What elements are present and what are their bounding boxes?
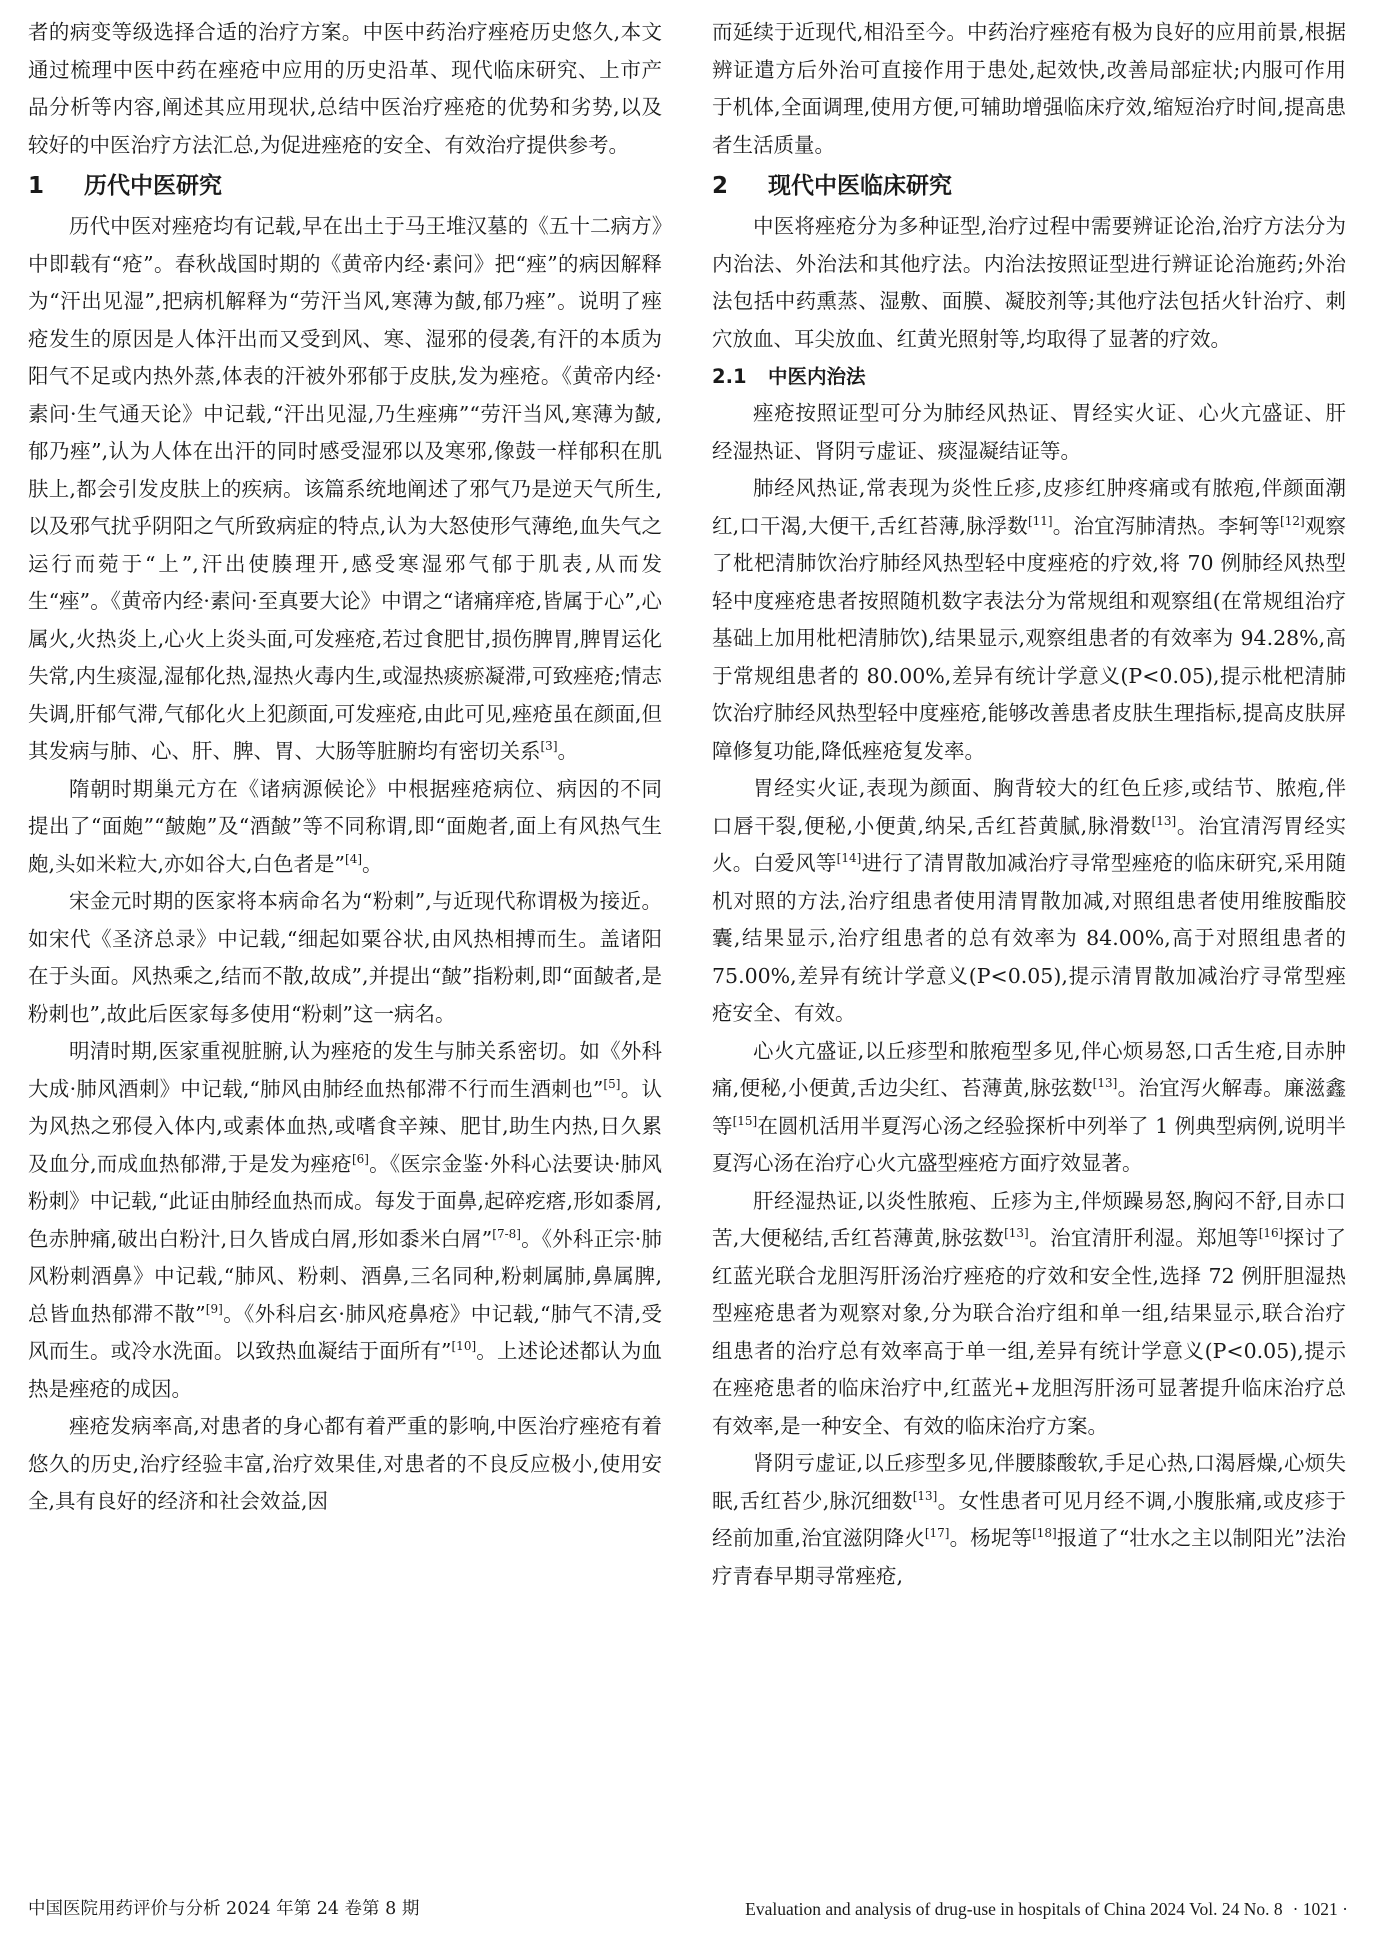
right-column <box>712 14 1346 1595</box>
page-number: · 1021 · <box>1292 1899 1348 1919</box>
citation: [18] <box>1032 1526 1057 1541</box>
journal-name-cn: 中国医院用药评价与分析 2024 年第 24 卷第 8 期 <box>28 1899 420 1919</box>
paragraph: 中医将痤疮分为多种证型,治疗过程中需要辨证论治,治疗方法分为内治法、外治法和其他疗法。内治法按照证型进行辨证论治施药;外治法包括中药熏蒸、湿敷、面膜、凝胶剂等;其他疗法包括火针治疗、刺穴放血、耳尖放血、红黄光照射等,均取得了显著的疗效。 <box>712 214 1346 351</box>
paragraph: 者的病变等级选择合适的治疗方案。中医中药治疗痤疮历史悠久,本文通过梳理中医中药在痤疮中应用的历史沿革、现代临床研究、上市产品分析等内容,阐述其应用现状,总结中医治疗痤疮的优势和劣势,以及较好的中医治疗方法汇总,为促进痤疮的安全、有效治疗提供参考。 <box>28 20 662 157</box>
citation: [13] <box>1151 813 1177 828</box>
citation: [13] <box>1004 1226 1029 1241</box>
paragraph: 心火亢盛证,以丘疹型和脓疱型多见,伴心烦易怒,口舌生疮,目赤肿痛,便秘,小便黄,舌边尖红、苔薄黄,脉弦数[13]。治宜泻火解毒。廉滋鑫等[15]在圆机活用半夏泻心汤之经验探析中列举了 1 例典型病例,说明半夏泻心汤在治疗心火亢盛型痤疮方面疗效显著。 <box>712 1038 1347 1175</box>
citation: [16] <box>1258 1226 1284 1241</box>
citation: [10] <box>451 1339 477 1354</box>
citation: [11] <box>1027 513 1053 528</box>
paragraph: 明清时期,医家重视脏腑,认为痤疮的发生与肺关系密切。如《外科大成·肺风酒刺》中记载,“肺风由肺经血热郁滞不行而生酒刺也”[5]。认为风热之邪侵入体内,或素体血热,或嗜食辛辣、肥甘,助生内热,日久累及血分,而成血热郁滞,于是发为痤疮[6]。《医宗金鉴·外科心法要诀·肺风粉刺》中记载,“此证由肺经血热而成。每发于面鼻,起碎疙瘩,形如黍屑,色赤肿痛,破出白粉汁,日久皆成白屑,形如黍米白屑”[7-8]。《外科正宗·肺风粉刺酒鼻》中记载,“肺风、粉刺、酒鼻,三名同种,粉刺属肺,鼻属脾,总皆血热郁滞不散”[9]。《外科启玄·肺风疮鼻疮》中记载,“肺气不清,受风而生。或冷水洗面。以致热血凝结于面所有”[10]。上述论述都认为血热是痤疮的成因。 <box>28 1039 663 1401</box>
section-heading-2: 2 现代中医临床研究 <box>712 173 952 199</box>
paragraph: 肝经湿热证,以炎性脓疱、丘疹为主,伴烦躁易怒,胸闷不舒,目赤口苦,大便秘结,舌红苔薄黄,脉弦数[13]。治宜清肝利湿。郑旭等[16]探讨了红蓝光联合龙胆泻肝汤治疗痤疮的疗效和安全性,选择 72 例肝胆湿热型痤疮患者为观察对象,分为联合治疗组和单一组,结果显示,联合治疗组患者的治疗总有效率高于单一组,差异有统计学意义(P<0.05),提示在痤疮患者的临床治疗中,红蓝光+龙胆泻肝汤可显著提升临床治疗总有效率,是一种安全、有效的临床治疗方案。 <box>712 1188 1347 1438</box>
citation: [13] <box>912 1488 938 1503</box>
left-column <box>28 14 662 1521</box>
subsection-heading-2-1: 2.1 中医内治法 <box>712 365 866 388</box>
paragraph: 而延续于近现代,相沿至今。中药治疗痤疮有极为良好的应用前景,根据辨证遣方后外治可直接作用于患处,起效快,改善局部症状;内服可作用于机体,全面调理,使用方便,可辅助增强临床疗效,缩短治疗时间,提高患者生活质量。 <box>712 20 1346 157</box>
paragraph: 隋朝时期巢元方在《诸病源候论》中根据痤疮病位、病因的不同提出了“面皰”“皶皰”及“酒皶”等不同称谓,即“面皰者,面上有风热气生皰,头如米粒大,亦如谷大,白色者是”[4]。 <box>28 776 662 876</box>
paragraph: 宋金元时期的医家将本病命名为“粉刺”,与近现代称谓极为接近。如宋代《圣济总录》中记载,“细起如粟谷状,由风热相搏而生。盖诸阳在于头面。风热乘之,结而不散,故成”,并提出“皶”指粉刺,即“面皶者,是粉刺也”,故此后医家每多使用“粉刺”这一病名。 <box>28 889 662 1026</box>
paragraph: 肾阴亏虚证,以丘疹型多见,伴腰膝酸软,手足心热,口渴唇燥,心烦失眠,舌红苔少,脉沉细数[13]。女性患者可见月经不调,小腹胀痛,或皮疹于经前加重,治宜滋阴降火[17]。杨坭等[18]报道了“壮水之主以制阳光”法治疗青春早期寻常痤疮, <box>712 1451 1346 1588</box>
citation: [14] <box>836 851 862 866</box>
section-heading-1: 1 历代中医研究 <box>28 173 222 199</box>
paragraph: 痤疮按照证型可分为肺经风热证、胃经实火证、心火亢盛证、肝经湿热证、肾阴亏虚证、痰湿凝结证等。 <box>712 401 1346 463</box>
citation: [3] <box>540 739 558 754</box>
citation: [6] <box>351 1151 369 1166</box>
paragraph: 历代中医对痤疮均有记载,早在出土于马王堆汉墓的《五十二病方》中即载有“疮”。春秋战国时期的《黄帝内经·素问》把“痤”的病因解释为“汗出见湿”,把病机解释为“劳汗当风,寒薄为皶,郁乃痤”。说明了痤疮发生的原因是人体汗出而又受到风、寒、湿邪的侵袭,有汗的本质为阳气不足或内热外蒸,体表的汗被外邪郁于皮肤,发为痤疮。《黄帝内经·素问·生气通天论》中记载,“汗出见湿,乃生痤疿”“劳汗当风,寒薄为皶,郁乃痤”,认为人体在出汗的同时感受湿邪以及寒邪,像鼓一样郁积在肌肤上,都会引发皮肤上的疾病。该篇系统地阐述了邪气乃是逆天气所生,以及邪气扰乎阴阳之气所致病症的特点,认为大怒使形气薄绝,血失气之运行而菀于“上”,汗出使腠理开,感受寒湿邪气郁于肌表,从而发生“痤”。《黄帝内经·素问·至真要大论》中谓之“诸痛痒疮,皆属于心”,心属火,火热炎上,心火上炎头面,可发痤疮,若过食肥甘,损伤脾胃,脾胃运化失常,内生痰湿,湿郁化热,湿热火毒内生,或湿热痰瘀凝滞,可致痤疮;情志失调,肝郁气滞,气郁化火上犯颜面,可发痤疮,由此可见,痤疮虽在颜面,但其发病与肺、心、肝、脾、胃、大肠等脏腑均有密切关系[3]。 <box>28 214 662 763</box>
citation: [9] <box>205 1301 223 1316</box>
citation: [15] <box>732 1113 758 1128</box>
citation: [5] <box>603 1076 621 1091</box>
paragraph: 胃经实火证,表现为颜面、胸背较大的红色丘疹,或结节、脓疱,伴口唇干裂,便秘,小便黄,纳呆,舌红苔黄腻,脉滑数[13]。治宜清泻胃经实火。白爱风等[14]进行了清胃散加减治疗寻常型痤疮的临床研究,采用随机对照的方法,治疗组患者使用清胃散加减,对照组患者使用维胺酯胶囊,结果显示,治疗组患者的总有效率为 84.00%,高于对照组患者的 75.00%,差异有统计学意义(P<0.05),提示清胃散加减治疗寻常型痤疮安全、有效。 <box>712 776 1347 1025</box>
paragraph: 痤疮发病率高,对患者的身心都有着严重的影响,中医治疗痤疮有着悠久的历史,治疗经验丰富,治疗效果佳,对患者的不良反应极小,使用安全,具有良好的经济和社会效益,因 <box>28 1414 662 1513</box>
citation: [7-8] <box>492 1226 521 1241</box>
citation: [17] <box>924 1526 950 1541</box>
citation: [13] <box>1092 1076 1118 1091</box>
citation: [4] <box>345 851 363 866</box>
citation: [12] <box>1280 513 1305 528</box>
paragraph: 肺经风热证,常表现为炎性丘疹,皮疹红肿疼痛或有脓疱,伴颜面潮红,口干渴,大便干,舌红苔薄,脉浮数[11]。治宜泻肺清热。李轲等[12]观察了枇杷清肺饮治疗肺经风热型轻中度痤疮的疗效,将 70 例肺经风热型轻中度痤疮患者按照随机数字表法分为常规组和观察组(在常规组治疗基础上加用枇杷清肺饮),结果显示,观察组患者的有效率为 94.28%,高于常规组患者的 80.00%,差异有统计学意义(P<0.05),提示枇杷清肺饮治疗肺经风热型轻中度痤疮,能够改善患者皮肤生理指标,提高皮肤屏障修复功能,降低痤疮复发率。 <box>712 476 1347 763</box>
journal-name-en: Evaluation and analysis of drug-use in hospitals of China 2024 Vol. 24 No. 8 · 1021 · <box>745 1899 1348 1919</box>
